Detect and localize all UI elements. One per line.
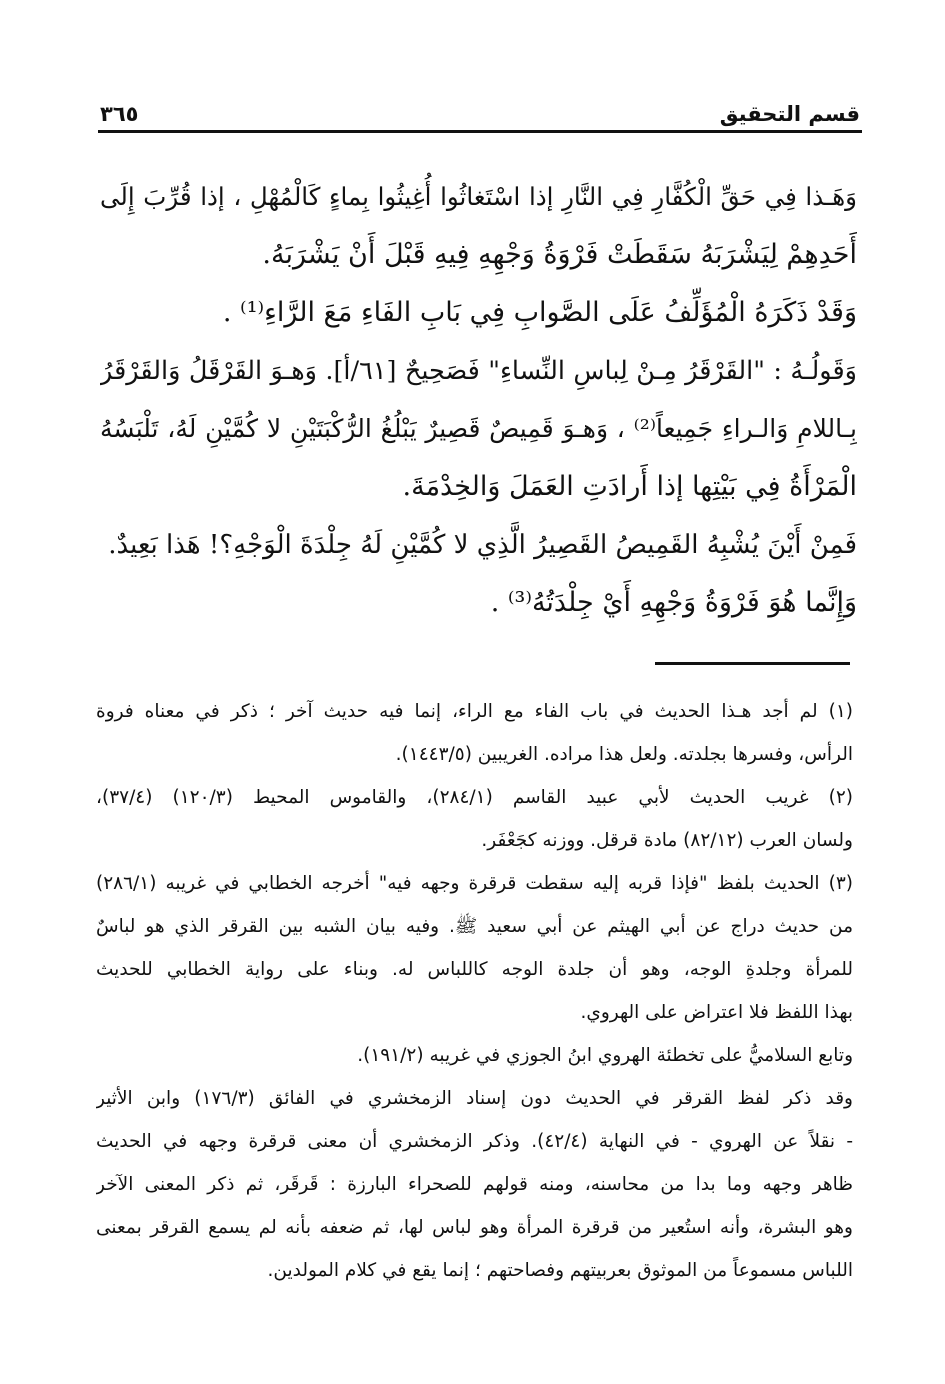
footnote-line: بهذا اللفظ فلا اعتراض على الهروي. xyxy=(580,1002,853,1023)
main-text-block xyxy=(100,168,857,632)
footnote-line: (٢) غريب الحديث لأبي عبيد القاسم (٢٨٤/١)، والقاموس المحيط (١٢٠/٣) (٣٧/٤)، xyxy=(96,787,853,808)
footnote-line: للمرأة وجلدةِ الوجه، وهو أن جلدة الوجه كاللباس له. وبناء على رواية الخطابي للحديث xyxy=(96,959,853,980)
main-text-line: أَحَدِهِمْ لِيَشْرَبَهُ سَقَطَتْ فَرْوَةُ وَجْهِهِ فِيهِ قَبْلَ أَنْ يَشْرَبَهُ. xyxy=(262,239,857,270)
main-text-line: فَمِنْ أَيْنَ يُشْبِهُ القَمِيصُ القَصِيرُ الَّذِي لا كُمَّيْنِ لَهُ جِلْدَةَ الْوَجْهِ؟! هَذا بَعِيدٌ. xyxy=(108,530,857,560)
main-text-line: بِـاللامِ وَالـراءِ جَمِيعاً⁽²⁾ ، وَهـوَ قَمِيصٌ قَصِيرٌ يَبْلُغُ الرُّكْبَتَيْنِ لا كُمَّيْنِ لَهُ، تَلْبَسُهُ xyxy=(100,414,857,443)
footnote-line: وهو البشرة، وأنه استُعير من قرقرة المرأة وهو لباس لها، ثم ضعفه بأنه لم يسمع القرقر بمعنى xyxy=(96,1217,853,1238)
footnote-divider xyxy=(655,662,850,665)
main-text-line: وَهَـذا فِي حَقِّ الْكُفَّارِ فِي النَّارِ إذا اسْتَغاثُوا أُغِيثُوا بِماءٍ كَالْمُهْلِ ، إذا قُرِّبَ إِلَى xyxy=(100,182,857,211)
footnotes-block xyxy=(96,690,853,1292)
main-text-line: الْمَرْأَةُ فِي بَيْتِها إذا أَرادَتِ العَمَلَ وَالخِدْمَةَ. xyxy=(402,471,857,502)
main-text-line: وَإِنَّما هُوَ فَرْوَةُ وَجْهِهِ أَيْ جِلْدَتُهُ⁽³⁾ . xyxy=(490,587,857,618)
footnote-line: (١) لم أجد هـذا الحديث في باب الفاء مع الراء، إنما فيه حديث آخر ؛ ذكر في معناه فروة xyxy=(96,701,853,722)
page-number: ٣٦٥ xyxy=(100,102,139,126)
footnote-line: من حديث دراج عن أبي الهيثم عن أبي سعيد ﷺ. وفيه بيان الشبه بين القرقر الذي هو لباسٌ xyxy=(96,916,853,937)
header-divider xyxy=(98,130,862,133)
footnote-line: اللباس مسموعاً من الموثوق بعربيتهم وفصاحتهم ؛ إنما يقع في كلام المولدين. xyxy=(267,1260,853,1281)
footnote-line: (٣) الحديث بلفظ "فإذا قربه إليه سقطت قرقرة وجهه فيه" أخرجه الخطابي في غريبه (٢٨٦/١) xyxy=(96,873,853,894)
footnote-line: ولسان العرب (٨٢/١٢) مادة قرقل. ووزنه كجَعْفَر. xyxy=(481,830,853,851)
main-text-line: وَقَولُـهُ : "القَرْقَرُ مِـنْ لِباسِ النِّساءِ" فَصَحِيحٌ [٦١/أ]. وَهـوَ القَرْقَلُ وَالقَرْقَرُ xyxy=(100,356,857,386)
footnote-line: ظاهر وجهه وما بدا من محاسنه، ومنه قولهم للصحراء البارزة : قَرقَر، ثم ذكر المعنى الآخر xyxy=(96,1174,853,1195)
footnote-line: وقد ذكر لفظ القرقر في الحديث دون إسناد الزمخشري في الفائق (١٧٦/٣) وابن الأثير xyxy=(96,1088,853,1109)
footnote-line: - نقلاً عن الهروي - في النهاية (٤٢/٤). وذكر الزمخشري أن معنى قرقرة وجهه في الحديث xyxy=(96,1131,853,1152)
section-title: قسم التحقيق xyxy=(719,102,860,126)
main-text-line: وَقَدْ ذَكَرَهُ الْمُؤَلِّفُ عَلَى الصَّوابِ فِي بَابِ الفَاءِ مَعَ الرَّاءِ⁽¹⁾ . xyxy=(222,297,857,328)
page-header xyxy=(100,92,860,126)
footnote-line: وتابع السلاميُّ على تخطئة الهروي ابنُ الجوزي في غريبه (١٩١/٢). xyxy=(357,1045,853,1066)
footnote-line: الرأس، وفسرها بجلدته. ولعل هذا مراده. الغريبين (١٤٤٣/٥). xyxy=(395,744,853,765)
